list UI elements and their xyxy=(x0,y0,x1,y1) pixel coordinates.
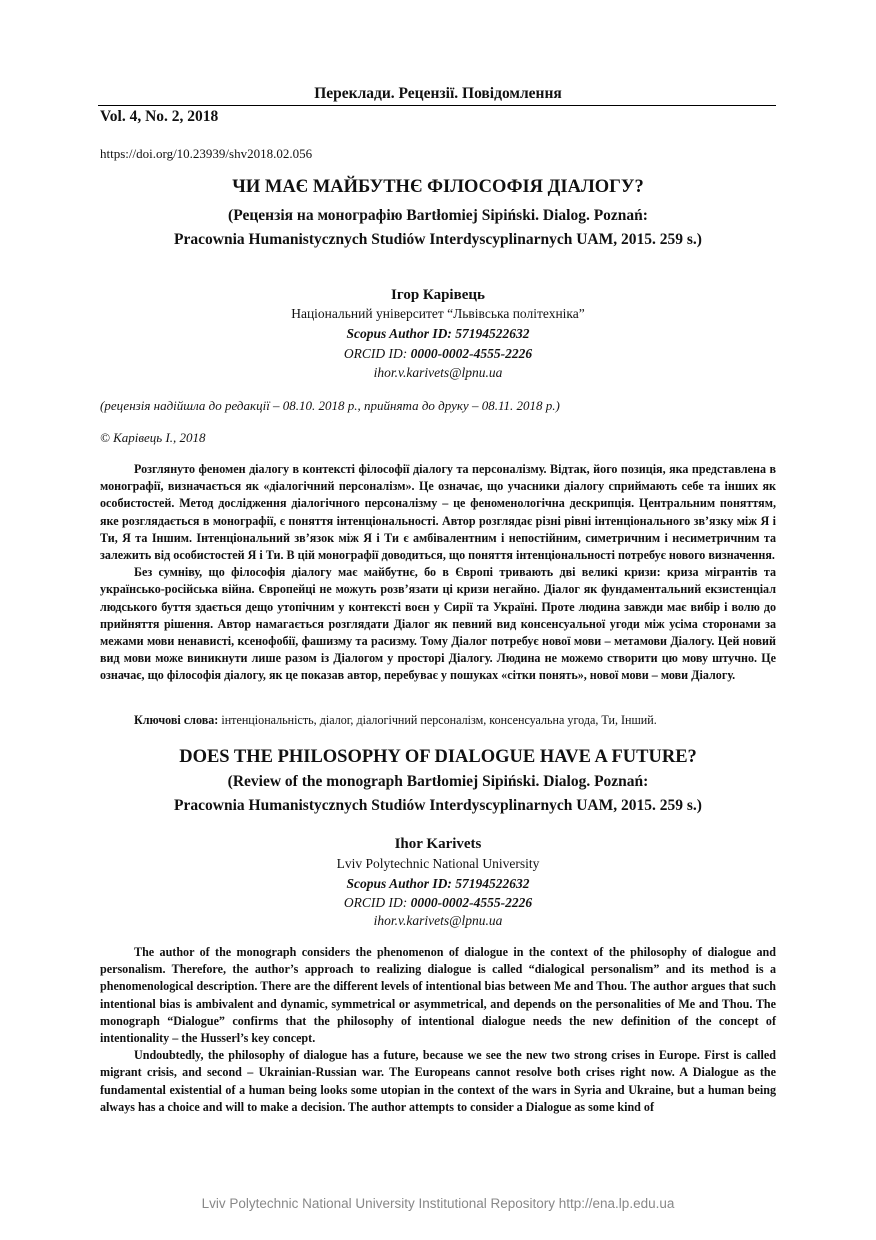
ua-orcid xyxy=(98,344,778,364)
ua-title: ЧИ МАЄ МАЙБУТНЄ ФІЛОСОФІЯ ДІАЛОГУ? xyxy=(232,177,644,197)
en-abstract-paragraph-2: Undoubtedly, the philosophy of dialogue has a future, because we see the new two strong crises in Europe. First is called migrant crisis, and second – Ukrainian-Russian war. The Europeans cannot resolve both crises right now. A Dialogue as the fundamental existential of a human being looks some utopian in the context of the wars in Syria and Ukraine, but a human being always has a choice and will to make a decision. The author attempts to consider a Dialogue as some kind of xyxy=(100,1048,776,1114)
ua-orcid-value[interactable]: 0000-0002-4555-2226 xyxy=(410,346,533,361)
journal-section-header: Переклади. Рецензії. Повідомлення xyxy=(314,85,562,102)
ua-subtitle-line-2: Pracownia Humanistycznych Studiów Interdyscyplinarnych UAM, 2015. 259 s.) xyxy=(174,231,702,248)
ua-keywords-label: Ключові слова: xyxy=(134,713,219,727)
en-affiliation: Lviv Polytechnic National University xyxy=(336,856,540,871)
ua-keywords-text: інтенціональність, діалог, діалогічний персоналізм, консенсуальна угода, Ти, Інший. xyxy=(218,713,657,727)
ua-scopus-id: Scopus Author ID: 57194522632 xyxy=(346,326,530,341)
ua-affiliation: Національний університет “Львівська політехніка” xyxy=(291,306,585,321)
ua-email[interactable]: ihor.v.karivets@lpnu.ua xyxy=(373,365,503,380)
ua-abstract-paragraph-2: Без сумніву, що філософія діалогу має майбутнє, бо в Європі тривають дві великі кризи: криза мігрантів та українсько-російська війна. Європейці не можуть розв’язати ці кризи негайно. Діалог як фундаментальний екзистенціал людського буття здається дещо утопічним у контексті воєн у Сирії та Україні. Проте людина завжди має вибір і волю до прийняття рішення. Автор намагається розглядати Діалог як певний вид консенсуальної угоди між усіма сторонами за межами мови ненависті, ксенофобії, фашизму та расизму. Тому Діалог потребує нової мови – метамови Діалогу. Цей новий вид мови може виникнути лише разом із Діалогом у просторі Діалогу. Людина не можемо створити цю мову штучно. Це означає, що філософія діалогу, як це показав автор, перебуває у пошуках «сітки понять», нової мови – мови Діалогу. xyxy=(100,565,776,683)
en-scopus-id: Scopus Author ID: 57194522632 xyxy=(346,876,530,891)
en-abstract xyxy=(100,944,776,1116)
ua-copyright: © Карівець І., 2018 xyxy=(100,430,206,445)
ua-author-name: Ігор Карівець xyxy=(391,287,485,303)
en-orcid xyxy=(98,893,778,913)
en-subtitle-line-1: (Review of the monograph Bartłomiej Sipiński. Dialog. Poznań: xyxy=(227,773,649,790)
doi-link[interactable]: https://doi.org/10.23939/shv2018.02.056 xyxy=(100,146,313,161)
en-author-name: Ihor Karivets xyxy=(394,836,482,852)
en-title: DOES THE PHILOSOPHY OF DIALOGUE HAVE A FUTURE? xyxy=(179,747,697,767)
en-subtitle-line-2: Pracownia Humanistycznych Studiów Interdyscyplinarnych UAM, 2015. 259 s.) xyxy=(174,797,702,814)
ua-keywords xyxy=(100,712,776,729)
en-orcid-value[interactable]: 0000-0002-4555-2226 xyxy=(410,895,533,910)
header-rule xyxy=(98,105,776,106)
en-orcid-label: ORCID ID: xyxy=(343,895,411,910)
ua-abstract-paragraph-1: Розглянуто феномен діалогу в контексті філософії діалогу та персоналізму. Відтак, його позиція, яка представлена в монографії, визначається як «діалогічний персоналізм». Це означає, що учасники діалогу сприймають себе та інших як особистостей. Метод дослідження діалогічного персоналізму – це феноменологічна дескрипція. Центральним поняттям, яке розглядається в монографії, є поняття інтенціональності. Автор розглядає різні рівні інтенціонального зв’язку між Я і Ти, Я та Іншим. Інтенціональний зв’язок між Я і Ти є амбівалентним і непостійним, симетричним і несиметричним та залежить від особистостей Я і Ти. В цій монографії доводиться, що поняття інтенціональності потребує нового визначення. xyxy=(100,462,776,563)
ua-abstract xyxy=(100,461,776,685)
volume-label: Vol. 4, No. 2, 2018 xyxy=(100,108,219,125)
ua-subtitle-line-1: (Рецензія на монографію Bartłomiej Sipiński. Dialog. Poznań: xyxy=(228,207,648,224)
repository-footer: Lviv Polytechnic National University Institutional Repository http://ena.lp.edu.ua xyxy=(201,1196,675,1211)
ua-orcid-label: ORCID ID: xyxy=(343,346,411,361)
en-abstract-paragraph-1: The author of the monograph considers the phenomenon of dialogue in the context of the philosophy of dialogue and personalism. Therefore, the author’s approach to realizing dialogue is called “dialogical personalism” and its method is a phenomenological description. There are the different levels of intentional bias between Me and Thou. The author argues that such intentional bias is ambivalent and dynamic, symmetrical or asymmetrical, and depends on the personalities of Me and Thou. The monograph “Dialogue” confirms that the philosophy of intentional dialogue needs the new definition of the concept of intentionality – the Husserl’s key concept. xyxy=(100,945,776,1046)
ua-received-note: (рецензія надійшла до редакції – 08.10. 2018 р., прийнята до друку – 08.11. 2018 р.) xyxy=(100,398,560,413)
en-email[interactable]: ihor.v.karivets@lpnu.ua xyxy=(373,913,503,928)
